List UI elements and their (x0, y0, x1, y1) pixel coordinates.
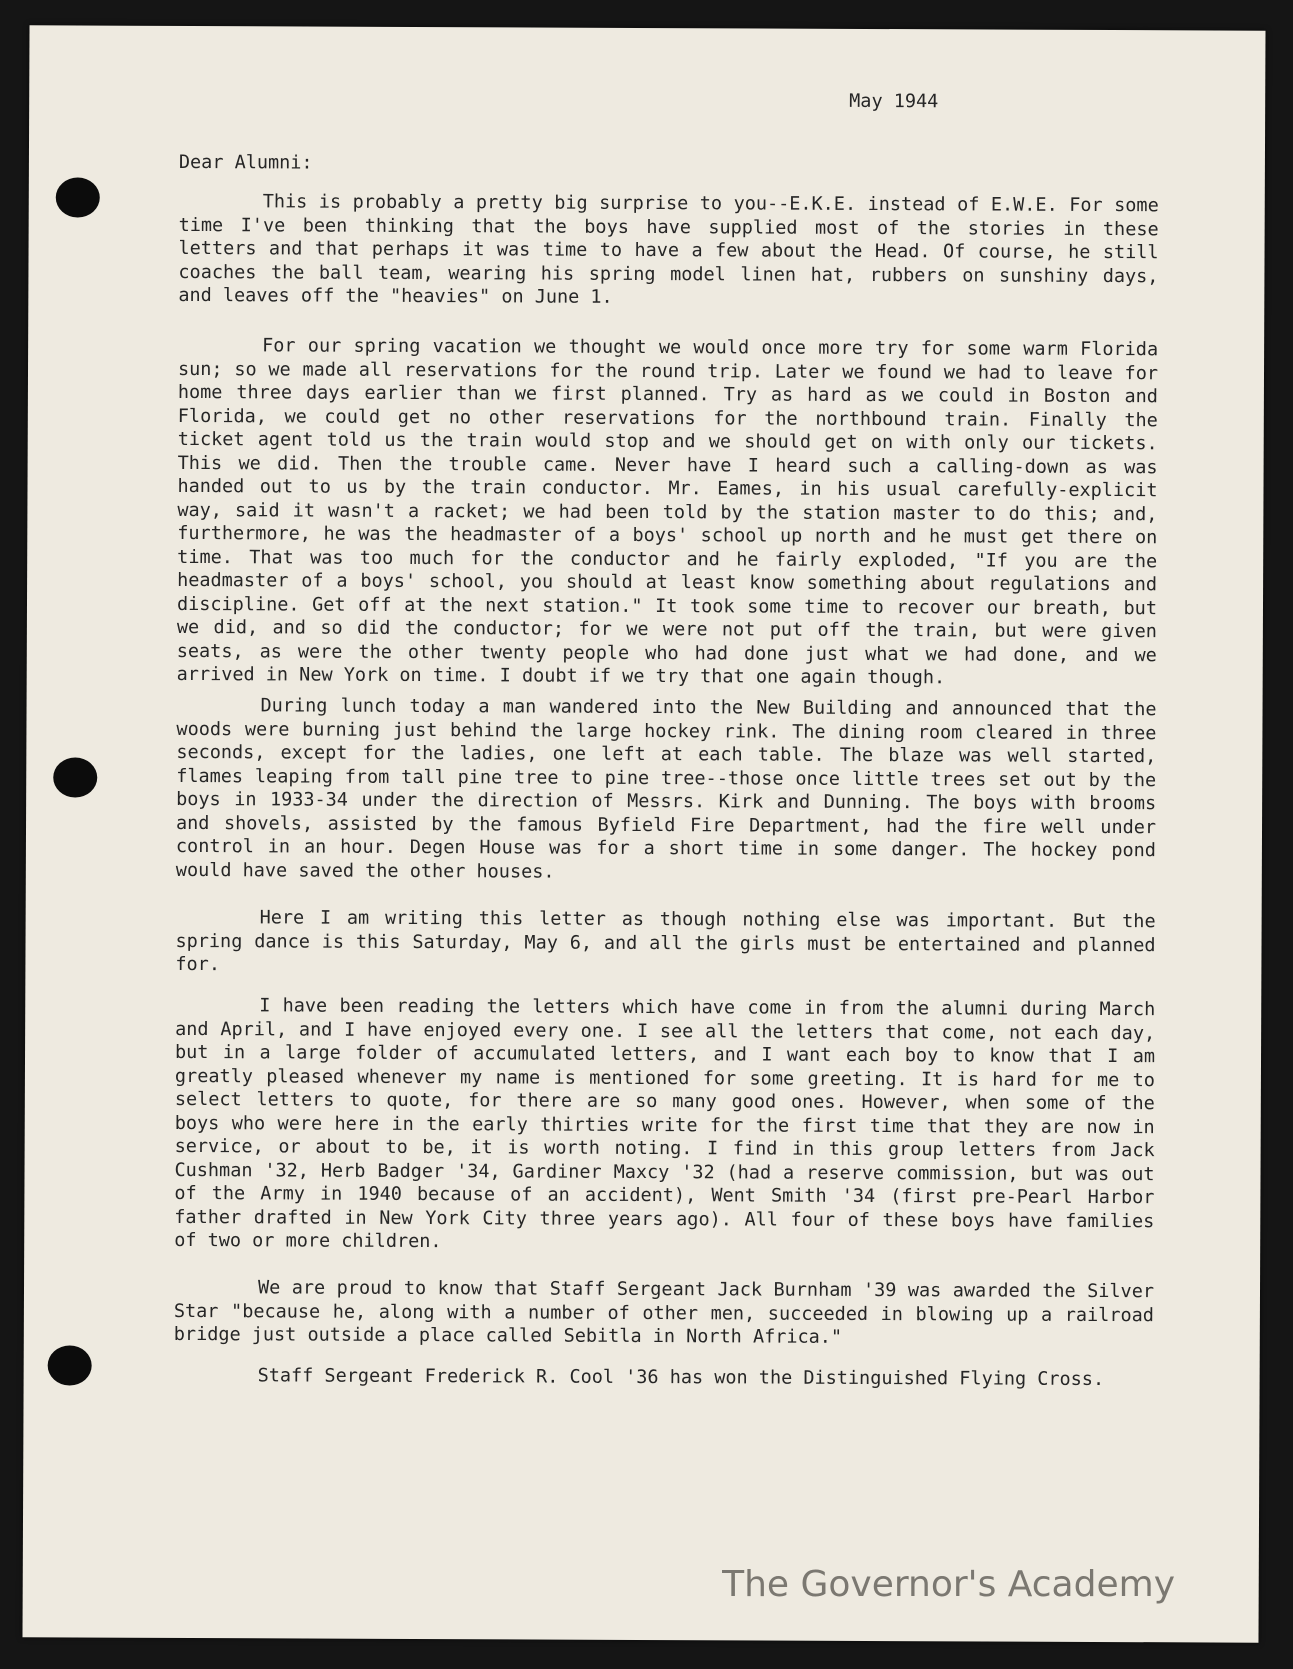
letter-paragraph: For our spring vacation we thought we would once more try for some warm Florida sun; so we made all reservations for the round trip. Later we found we had to leave for home three days earlier than we first planned. Try as hard as we could in Boston and Florida, we could get no other reservations for the northbound train. Finally the ticket agent told us the train would stop and we should get on with only our tickets. This we did. Then the trouble came. Never have I heard such a calling-down as was handed out to us by the train conductor. Mr. Eames, in his usual carefully-explicit way, said it wasn't a racket; we had been told by the station master to do this; and, furthermore, he was the headmaster of a boys' school up north and he must get there on time. That was too much for the conductor and he fairly exploded, "If you are the headmaster of a boys' school, you should at least know something about regulations and discipline. Get off at the next station." It took some time to recover our breath, but we did, and so did the conductor; for we were not put off the train, but were given seats, as were the other twenty people who had done just what we had done, and we arrived in New York on time. I doubt if we try that one again though. (176, 335, 1159, 689)
letter-paragraph: We are proud to know that Staff Sergeant Jack Burnham '39 was awarded the Silver Star "because he, along with a number of other men, succeeded in blowing up a railroad bridge just outside a place called Sebitla in North Africa." (173, 1277, 1155, 1348)
letter-paragraph: Here I am writing this letter as though nothing else was important. But the spring dance is this Saturday, May 6, and all the girls must be entertained and planned for. (175, 907, 1156, 976)
letter-paragraph: During lunch today a man wandered into the New Building and announced that the woods were burning just behind the large hockey rink. The dining room cleared in three seconds, except for the ladies, one left at each table. The blaze was well started, flames leaping from tall pine tree to pine tree--those once little trees set out by the boys in 1933-34 under the direction of Messrs. Kirk and Dunning. The boys with brooms and shovels, assisted by the famous Byfield Fire Department, had the fire well under control in an hour. Degen House was for a short time in some danger. The hockey pond would have saved the other houses. (175, 695, 1157, 883)
letter-paragraph: Staff Sergeant Frederick R. Cool '36 has won the Distinguished Flying Cross. (257, 1365, 1105, 1391)
punch-hole-top (56, 177, 100, 217)
letter-date: May 1944 (849, 90, 939, 113)
punch-hole-middle (53, 757, 97, 797)
letter-paragraph: I have been reading the letters which have come in from the alumni during March and April, and I have enjoyed every one. I see all the letters that come, not each day, but in a large folder of accumulated letters, and I want each boy to know that I am greatly pleased whenever my name is mentioned for some greeting. It is hard for me to select letters to quote, for there are so many good ones. However, when some of the boys who were here in the early thirties write for the first time that they are now in service, or about to be, it is worth noting. I find in this group letters from Jack Cushman '32, Herb Badger '34, Gardiner Maxcy '32 (had a reserve commission, but was out of the Army in 1940 because of an accident), Went Smith '34 (first pre-Pearl Harbor father drafted in New York City three years ago). All four of these boys have families of two or more children. (174, 995, 1156, 1253)
letter-page (22, 25, 1265, 1642)
archive-watermark: The Governor's Academy (722, 1564, 1175, 1605)
punch-hole-bottom (48, 1345, 92, 1385)
letter-paragraph: This is probably a pretty big surprise to you--E.K.E. instead of E.W.E. For some time I've been thinking that the boys have supplied most of the stories in these letters and that perhaps it was time to have a few about the Head. Of course, he still coaches the ball team, wearing his spring model linen hat, rubbers on sunshiny days, and leaves off the "heavies" on June 1. (178, 191, 1159, 308)
letter-salutation: Dear Alumni: (178, 151, 313, 174)
